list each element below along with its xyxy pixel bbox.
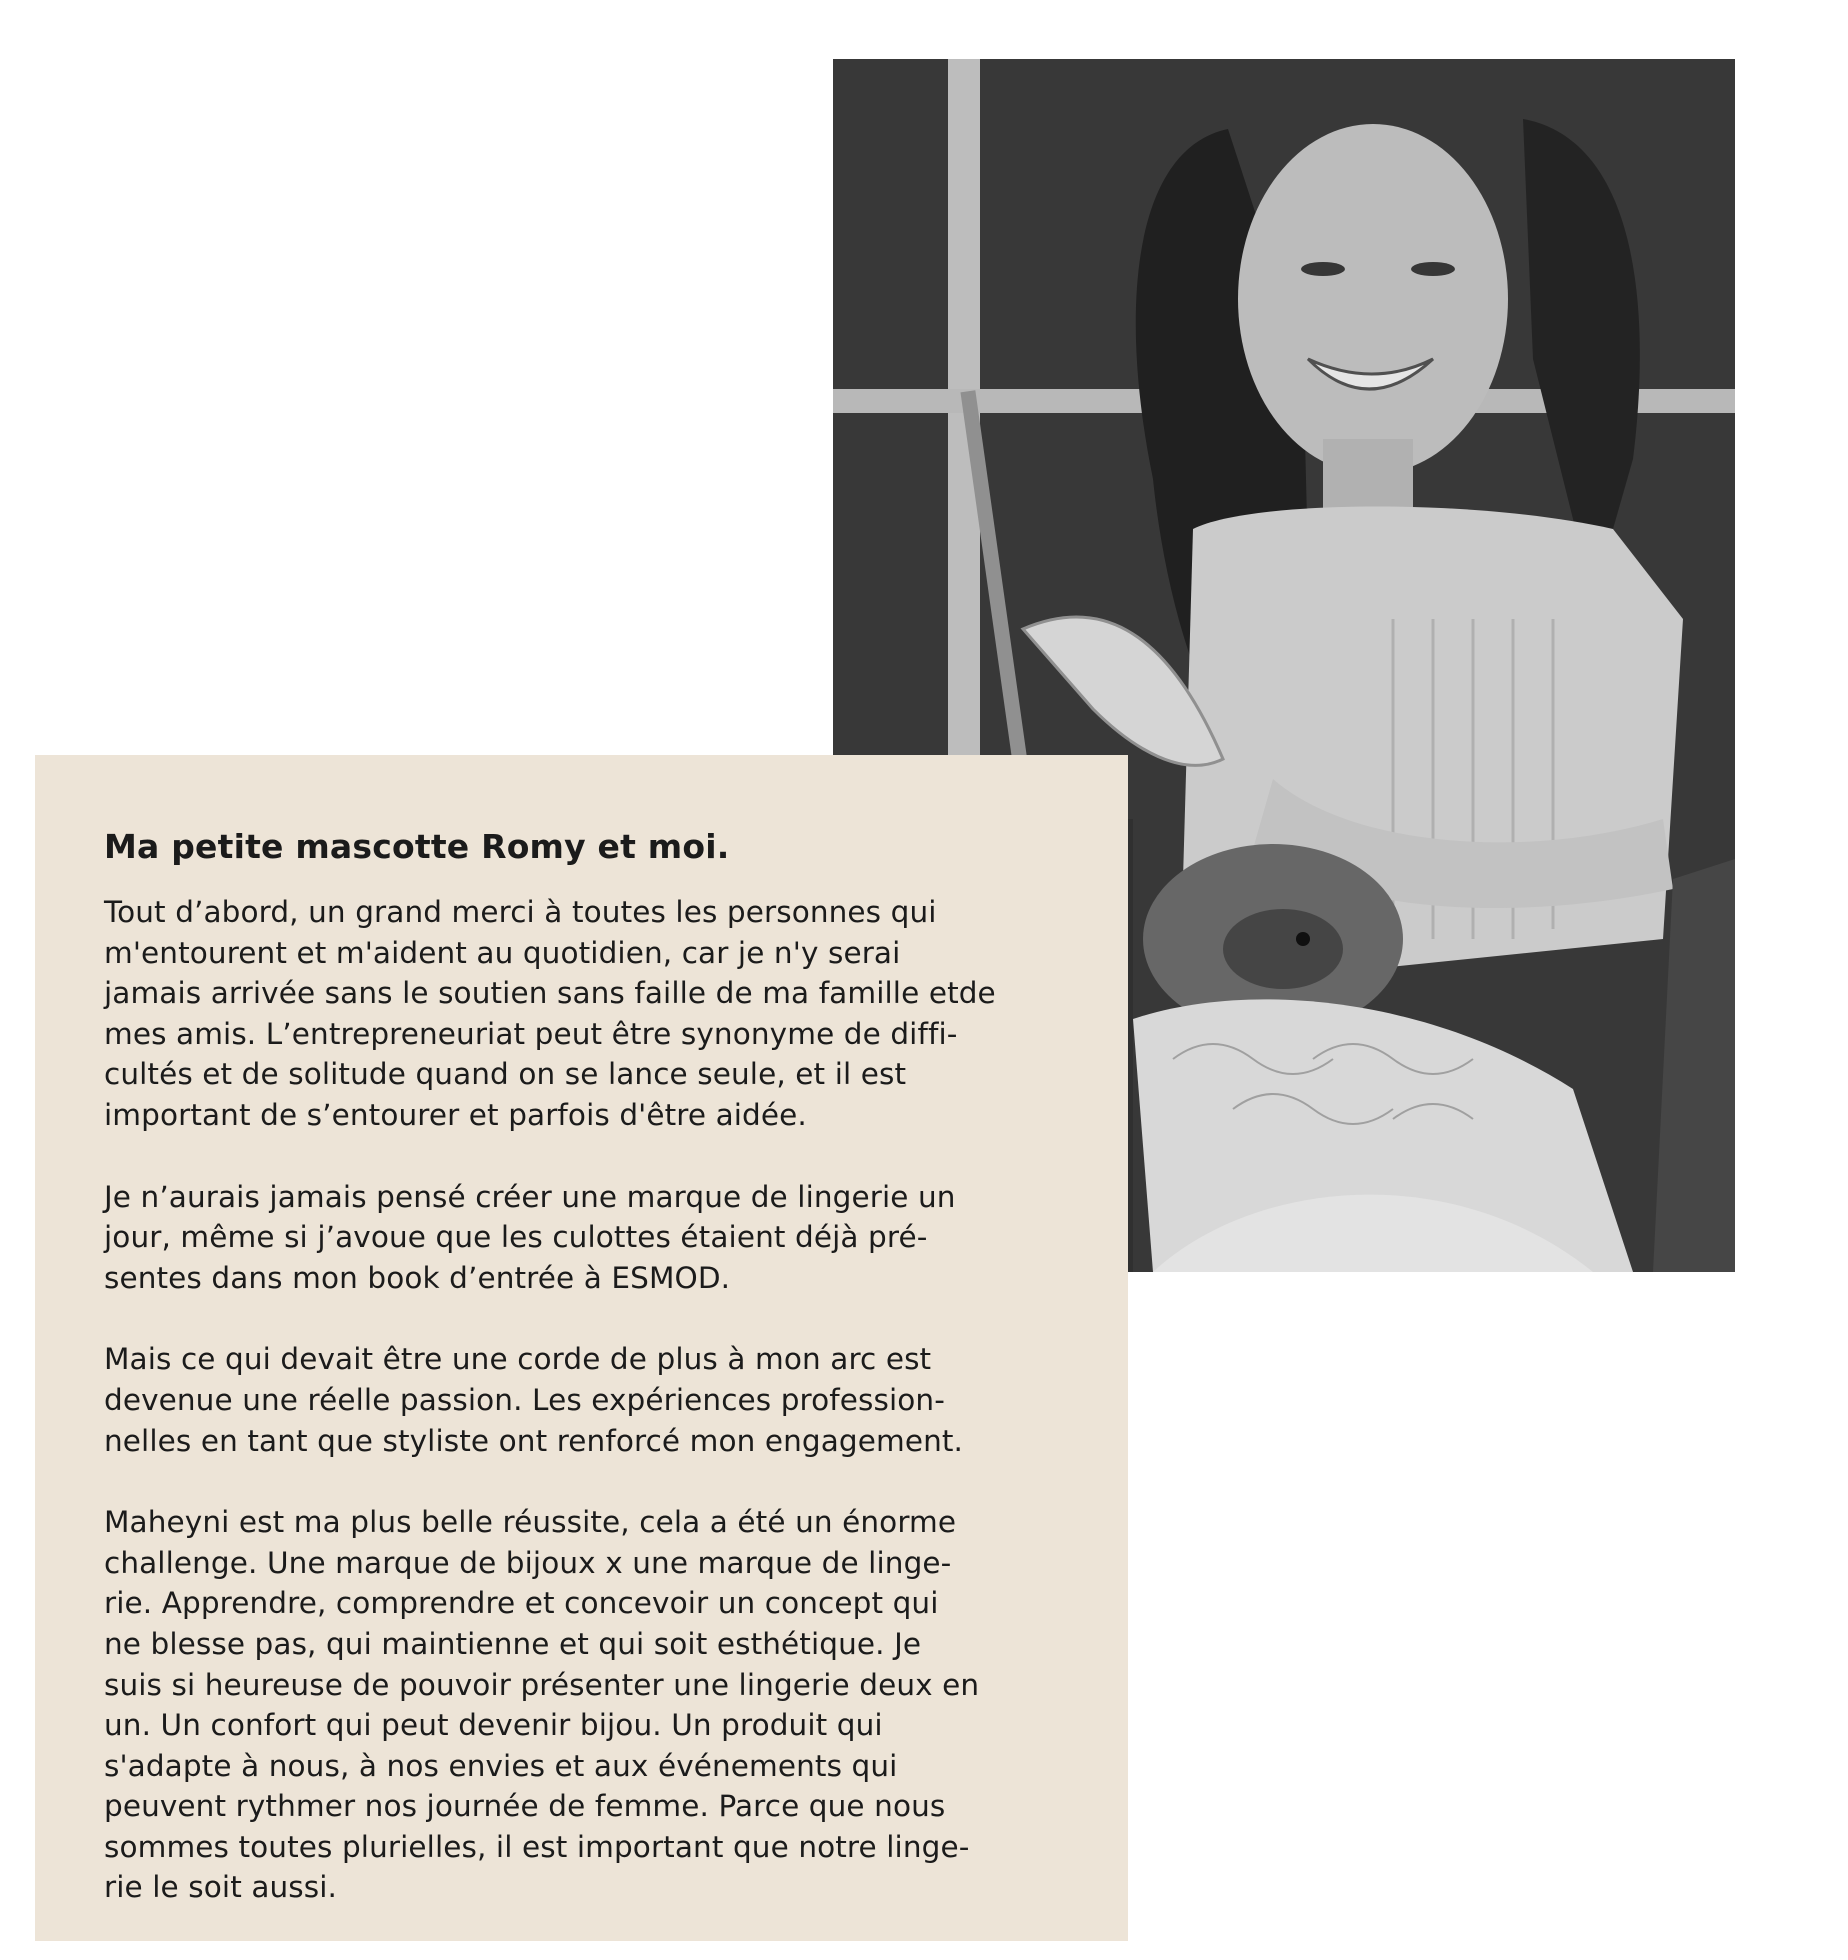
story-paragraph-4: Maheyni est ma plus belle réussite, cela a été un énorme challenge. Une marque de bijoux x une marque de linge- rie. Apprendre, comprendre et concevoir un concept qui ne blesse pas, qui maintienne et qui soit esthétique. Je suis si heureuse de pouvoir présenter une lingerie deux en un. Un confort qui peut devenir bijou. Un produit qui s'adapte à nous, à nos envies et aux événements qui peuvent rythmer nos journée de femme. Parce que nous sommes toutes plurielles, il est important que notre linge- rie le soit aussi.	[104, 1505, 980, 1905]
story-paragraph-2: Je n’aurais jamais pensé créer une marque de lingerie un jour, même si j’avoue que les culottes étaient déjà pré- sentes dans mon book d’entrée à ESMOD.	[104, 1179, 956, 1295]
story-paragraph-1: Tout d’abord, un grand merci à toutes les personnes qui m'entourent et m'aident au quotidien, car je n'y serai jamais arrivée sans le soutien sans faille de ma famille etde mes amis. L’entrepreneuriat peut être synonyme de diffi- cultés et de solitude quand on se lance seule, et il est important de s’entourer et parfois d'être aidée.	[104, 895, 996, 1132]
story-paragraph-3: Mais ce qui devait être une corde de plus à mon arc est devenue une réelle passion. Les expériences profession- nelles en tant que styliste ont renforcé mon engagement.	[104, 1342, 964, 1458]
story-title: Ma petite mascotte Romy et moi.	[104, 827, 730, 866]
story-card	[35, 755, 1128, 1941]
